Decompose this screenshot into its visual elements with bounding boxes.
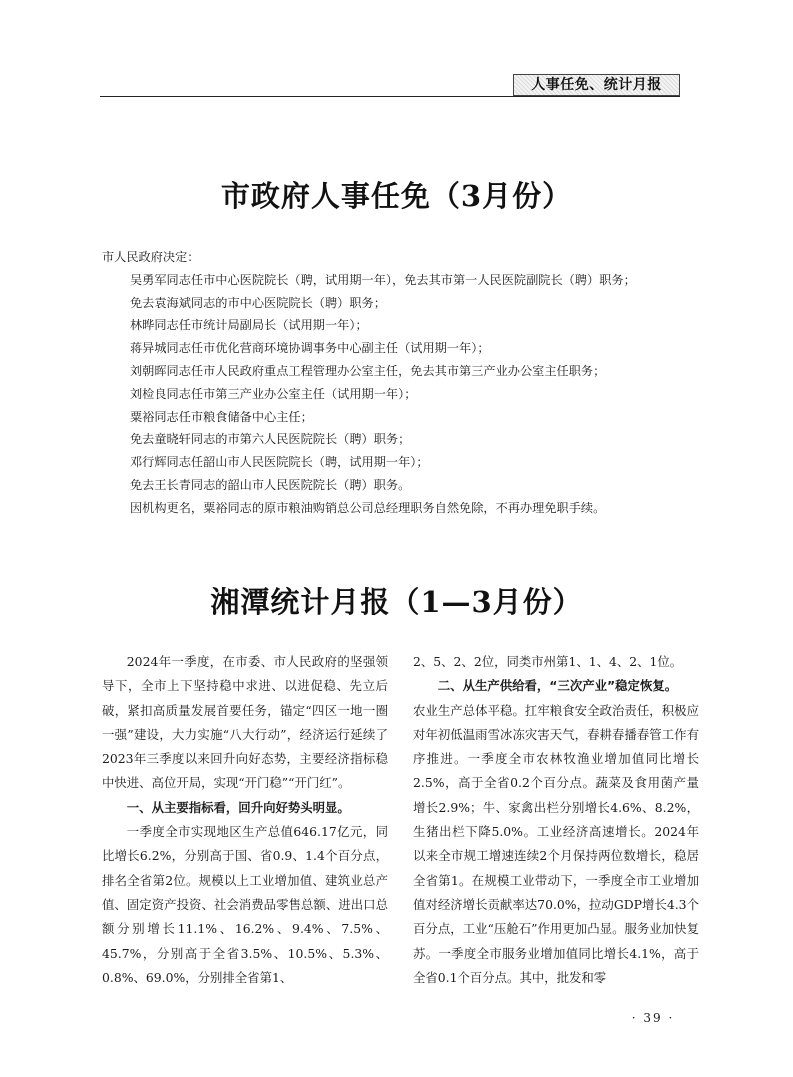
appointment-item: 邓行辉同志任韶山市人民医院院长（聘，试用期一年）； [130,455,429,470]
appointment-item: 免去童晓轩同志的市第六人民医院院长（聘）职务； [130,432,411,447]
appointment-item: 因机构更名，粟裕同志的原市粮油购销总公司总经理职务自然免除，不再办理免职手续。 [130,500,606,515]
report-paragraph: 农业生产总体平稳。扛牢粮食安全政治责任，积极应对年初低温雨雪冰冻灾害天气，春耕春播春管工作有序推进。一季度全市农林牧渔业增加值同比增长2.5%，高于全省0.2个百分点。蔬菜及食用菌产量增长2.9%；牛、家禽出栏分别增长4.6%、8.2%，生猪出栏下降5.0%。工业经济高速增长。2024年以来全市规工增速连续2个月保持两位数增长，稳居全省第1。在规模工业带动下，一季度全市工业增加值对经济增长贡献率达70.0%，拉动GDP增长4.3个百分点，工业“压舱石”作用更加凸显。服务业加快复苏。一季度全市服务业增加值同比增长4.1%，高于全省0.1个百分点。其中，批发和零 [413,702,699,985]
appointments-body [102,246,702,520]
report-title: 湘潭统计月报（1—3月份） [210,585,583,619]
report-column-left [102,650,388,990]
report-paragraph: 2、5、2、2位，同类市州第1、1、4、2、1位。 [413,654,683,669]
section-tag: 人事任免、统计月报 [513,74,680,96]
appointment-item: 粟裕同志任市粮食储备中心主任； [130,409,313,424]
appointment-item: 免去王长青同志的韶山市人民医院院长（聘）职务。 [130,477,411,492]
appointments-title: 市政府人事任免（3月份） [220,179,573,213]
report-heading: 一、从主要指标看，回升向好势头明显。 [126,799,350,815]
appointment-item: 免去袁海斌同志的市中心医院院长（聘）职务； [130,295,386,310]
report-column-right [413,650,699,990]
appointment-item: 蒋异城同志任市优化营商环境协调事务中心副主任（试用期一年）； [130,341,490,356]
appointment-item: 林晔同志任市统计局副局长（试用期一年）； [130,318,368,333]
header-rule [100,96,680,97]
report-paragraph: 2024年一季度，在市委、市人民政府的坚强领导下，全市上下坚持稳中求进、以进促稳、先立后破，紧扣高质量发展首要任务，锚定“四区一地一圈一强”建设，大力实施“八大行动”，经济运行延续了2023年三季度以来回升向好态势，主要经济指标稳中快进、高位开局，实现“开门稳”“开门红”。 [102,654,388,791]
report-paragraph: 一季度全市实现地区生产总值646.17亿元，同比增长6.2%，分别高于国、省0.9、1.4个百分点，排名全省第2位。规模以上工业增加值、建筑业总产值、固定资产投资、社会消费品零售总额、进出口总额分别增长11.1%、16.2%、9.4%、7.5%、45.7%，分别高于全省3.5%、10.5%、5.3%、0.8%、69.0%，分别排全省第1、 [102,824,388,985]
appointments-intro: 市人民政府决定： [102,250,200,264]
page-number: · 39 · [631,1011,675,1025]
report-heading: 二、从生产供给看，“三次产业”稳定恢复。 [437,678,678,694]
appointment-item: 吴勇军同志任市中心医院院长（聘，试用期一年），免去其市第一人民医院副院长（聘）职务； [130,272,636,287]
appointment-item: 刘检良同志任市第三产业办公室主任（试用期一年）； [130,386,417,401]
appointment-item: 刘朝晖同志任市人民政府重点工程管理办公室主任，免去其市第三产业办公室主任职务； [130,363,606,378]
